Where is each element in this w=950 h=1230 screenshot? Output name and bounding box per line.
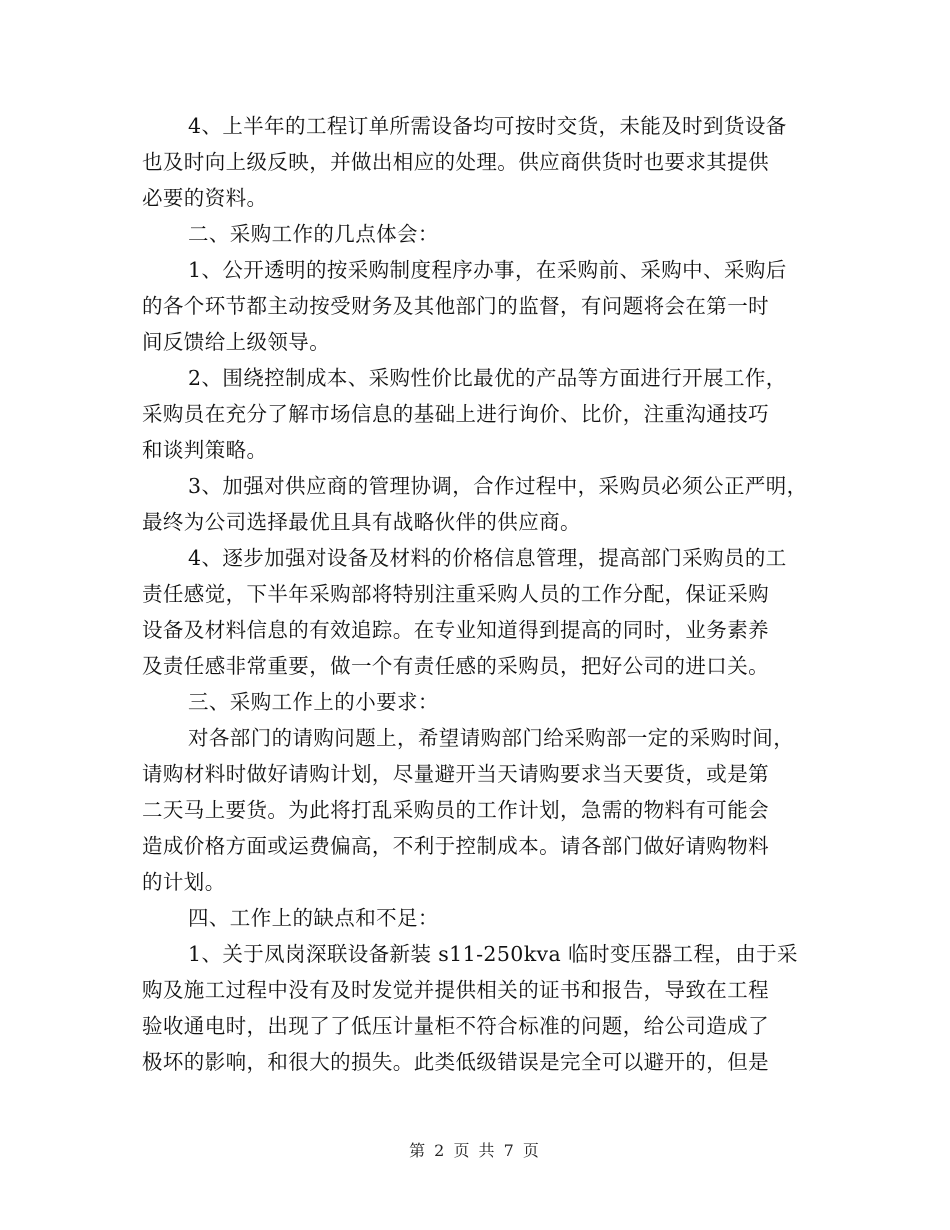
body-line: 也及时向上级反映，并做出相应的处理。供应商供货时也要求其提供 (142, 150, 769, 174)
body-line: 1、关于凤岗深联设备新装 s11-250kva 临时变压器工程，由于采 (188, 942, 798, 966)
body-line: 最终为公司选择最优且具有战略伙伴的供应商。 (142, 510, 581, 534)
body-line: 极坏的影响，和很大的损失。此类低级错误是完全可以避开的，但是 (142, 1050, 769, 1074)
body-line: 1、公开透明的按采购制度程序办事，在采购前、采购中、采购后 (188, 258, 787, 282)
body-line: 3、加强对供应商的管理协调，合作过程中，采购员必须公正严明， (188, 474, 808, 498)
body-line: 验收通电时，出现了了低压计量柜不符合标准的问题，给公司造成了 (142, 1014, 769, 1038)
section-heading: 四、工作上的缺点和不足： (188, 906, 439, 930)
body-line: 请购材料时做好请购计划，尽量避开当天请购要求当天要货，或是第 (142, 762, 769, 786)
body-line: 2、围绕控制成本、采购性价比最优的产品等方面进行开展工作， (188, 366, 787, 390)
body-line: 二天马上要货。为此将打乱采购员的工作计划，急需的物料有可能会 (142, 798, 769, 822)
document-body (142, 108, 832, 1080)
body-line: 4、逐步加强对设备及材料的价格信息管理，提高部门采购员的工 (188, 546, 787, 570)
body-line: 必要的资料。 (142, 186, 268, 210)
section-heading: 三、采购工作上的小要求： (188, 690, 439, 714)
body-line: 4、上半年的工程订单所需设备均可按时交货，未能及时到货设备 (188, 114, 787, 138)
page-number-footer: 第 2 页 共 7 页 (409, 1141, 541, 1160)
body-line: 和谈判策略。 (142, 438, 268, 462)
body-line: 及责任感非常重要，做一个有责任感的采购员，把好公司的进口关。 (142, 654, 769, 678)
body-line: 的各个环节都主动按受财务及其他部门的监督，有问题将会在第一时 (142, 294, 769, 318)
body-line: 对各部门的请购问题上，希望请购部门给采购部一定的采购时间， (188, 726, 795, 750)
body-line: 造成价格方面或运费偏高，不利于控制成本。请各部门做好请购物料 (142, 834, 769, 858)
body-line: 责任感觉，下半年采购部将特别注重采购人员的工作分配，保证采购 (142, 582, 769, 606)
body-line: 的计划。 (142, 870, 226, 894)
body-line: 间反馈给上级领导。 (142, 330, 331, 354)
body-line: 采购员在充分了解市场信息的基础上进行询价、比价，注重沟通技巧 (142, 402, 769, 426)
body-line: 购及施工过程中没有及时发觉并提供相关的证书和报告，导致在工程 (142, 978, 769, 1002)
body-line: 设备及材料信息的有效追踪。在专业知道得到提高的同时，业务素养 (142, 618, 769, 642)
section-heading: 二、采购工作的几点体会： (188, 222, 439, 246)
